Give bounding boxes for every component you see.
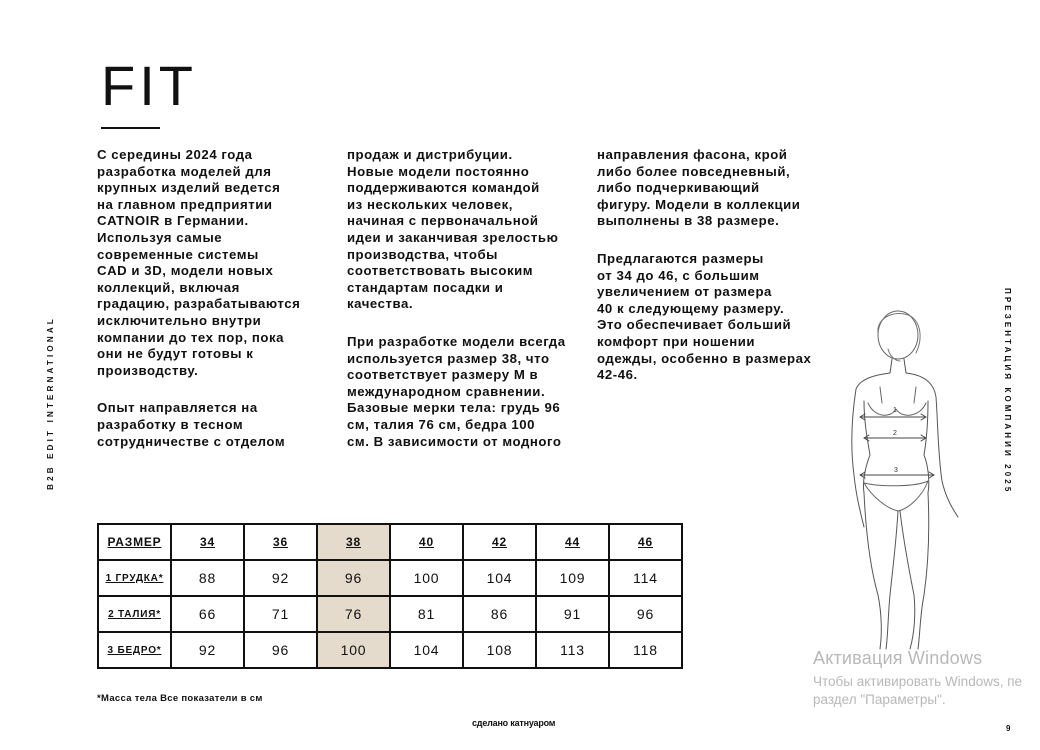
table-cell: 71	[244, 596, 317, 632]
paragraph: Предлагаются размеры от 34 до 46, с большим увеличением от размера 40 к следующему размеру. Это обеспечивает больший комфорт при ношении одежды, особенно в размерах 42-46.	[597, 250, 812, 383]
paragraph: С середины 2024 года разработка моделей для крупных изделий ведется на главном предприятии CATNOIR в Германии. Используя самые современные системы CAD и 3D, модели новых коллекций, включая градацию, разрабатываются исключительно внутри компании до тех пор, пока они не будут готовы к производству.	[97, 147, 301, 378]
measurement-mark-2: 2	[893, 430, 897, 437]
row-label: 3 БЕДРО*	[98, 632, 171, 668]
table-cell: 113	[536, 632, 609, 668]
table-cell: 86	[463, 596, 536, 632]
table-cell: 104	[390, 632, 463, 668]
table-cell: 104	[463, 560, 536, 596]
text-column-3	[597, 147, 837, 384]
table-cell: 100	[390, 560, 463, 596]
measurement-mark-1: 1	[893, 407, 897, 414]
body-measurement-figure-icon	[830, 305, 970, 655]
table-cell: 92	[171, 632, 244, 668]
size-header-cell: 34	[171, 524, 244, 560]
table-row	[98, 596, 682, 632]
paragraph: продаж и дистрибуции. Новые модели постоянно поддерживаются командой из нескольких человек, начиная с первоначальной идеи и заканчивая зрелостью производства, чтобы соответствовать высоким стандартам посадки и качества.	[347, 147, 559, 312]
size-table-header-row	[98, 524, 682, 560]
paragraph: Опыт направляется на разработку в тесном сотрудничестве с отделом	[97, 400, 286, 449]
size-header-cell: 36	[244, 524, 317, 560]
table-row	[98, 632, 682, 668]
text-column-1	[97, 147, 337, 450]
table-cell: 91	[536, 596, 609, 632]
table-cell: 66	[171, 596, 244, 632]
table-cell: 108	[463, 632, 536, 668]
side-label-left	[46, 308, 60, 498]
page-number: 9	[1006, 724, 1011, 733]
table-cell: 114	[609, 560, 682, 596]
text-column-2	[347, 147, 587, 450]
row-label: 1 ГРУДКА*	[98, 560, 171, 596]
activation-line: Чтобы активировать Windows, пе	[813, 674, 1023, 689]
table-cell: 96	[244, 632, 317, 668]
title-underline	[101, 127, 160, 129]
measurement-mark-3: 3	[894, 467, 898, 474]
size-header-cell: 44	[536, 524, 609, 560]
table-cell-highlighted: 76	[317, 596, 390, 632]
table-cell-highlighted: 100	[317, 632, 390, 668]
size-header-cell: 40	[390, 524, 463, 560]
paragraph: При разработке модели всегда используется размер 38, что соответствует размеру М в международном сравнении. Базовые мерки тела: грудь 96 см, талия 76 см, бедра 100 см. В зависимости от модного	[347, 333, 566, 449]
table-cell: 109	[536, 560, 609, 596]
size-header-cell: 42	[463, 524, 536, 560]
page-title: FIT	[101, 54, 197, 117]
table-cell: 81	[390, 596, 463, 632]
side-label-right	[1000, 288, 1014, 518]
table-row	[98, 560, 682, 596]
paragraph: направления фасона, крой либо более повседневный, либо подчеркивающий фигуру. Модели в коллекции выполнены в 38 размере.	[597, 147, 801, 229]
size-table	[97, 523, 683, 669]
windows-activation-watermark	[813, 648, 1022, 707]
size-header-cell-highlighted: 38	[317, 524, 390, 560]
size-header-cell: 46	[609, 524, 682, 560]
table-cell-highlighted: 96	[317, 560, 390, 596]
table-cell: 88	[171, 560, 244, 596]
table-cell: 118	[609, 632, 682, 668]
row-label: 2 ТАЛИЯ*	[98, 596, 171, 632]
table-footnote: *Масса тела Все показатели в см	[97, 693, 263, 704]
footer-credit: сделано катнуаром	[472, 718, 556, 728]
table-cell: 96	[609, 596, 682, 632]
table-cell: 92	[244, 560, 317, 596]
side-label-left-text: B2B EDIT INTERNATIONAL	[46, 316, 55, 490]
side-label-right-text: ПРЕЗЕНТАЦИЯ КОМПАНИИ 2025	[1003, 288, 1012, 495]
activation-title: Активация Windows	[813, 648, 983, 668]
activation-line: раздел "Параметры".	[813, 692, 946, 707]
size-header-label: РАЗМЕР	[98, 524, 171, 560]
